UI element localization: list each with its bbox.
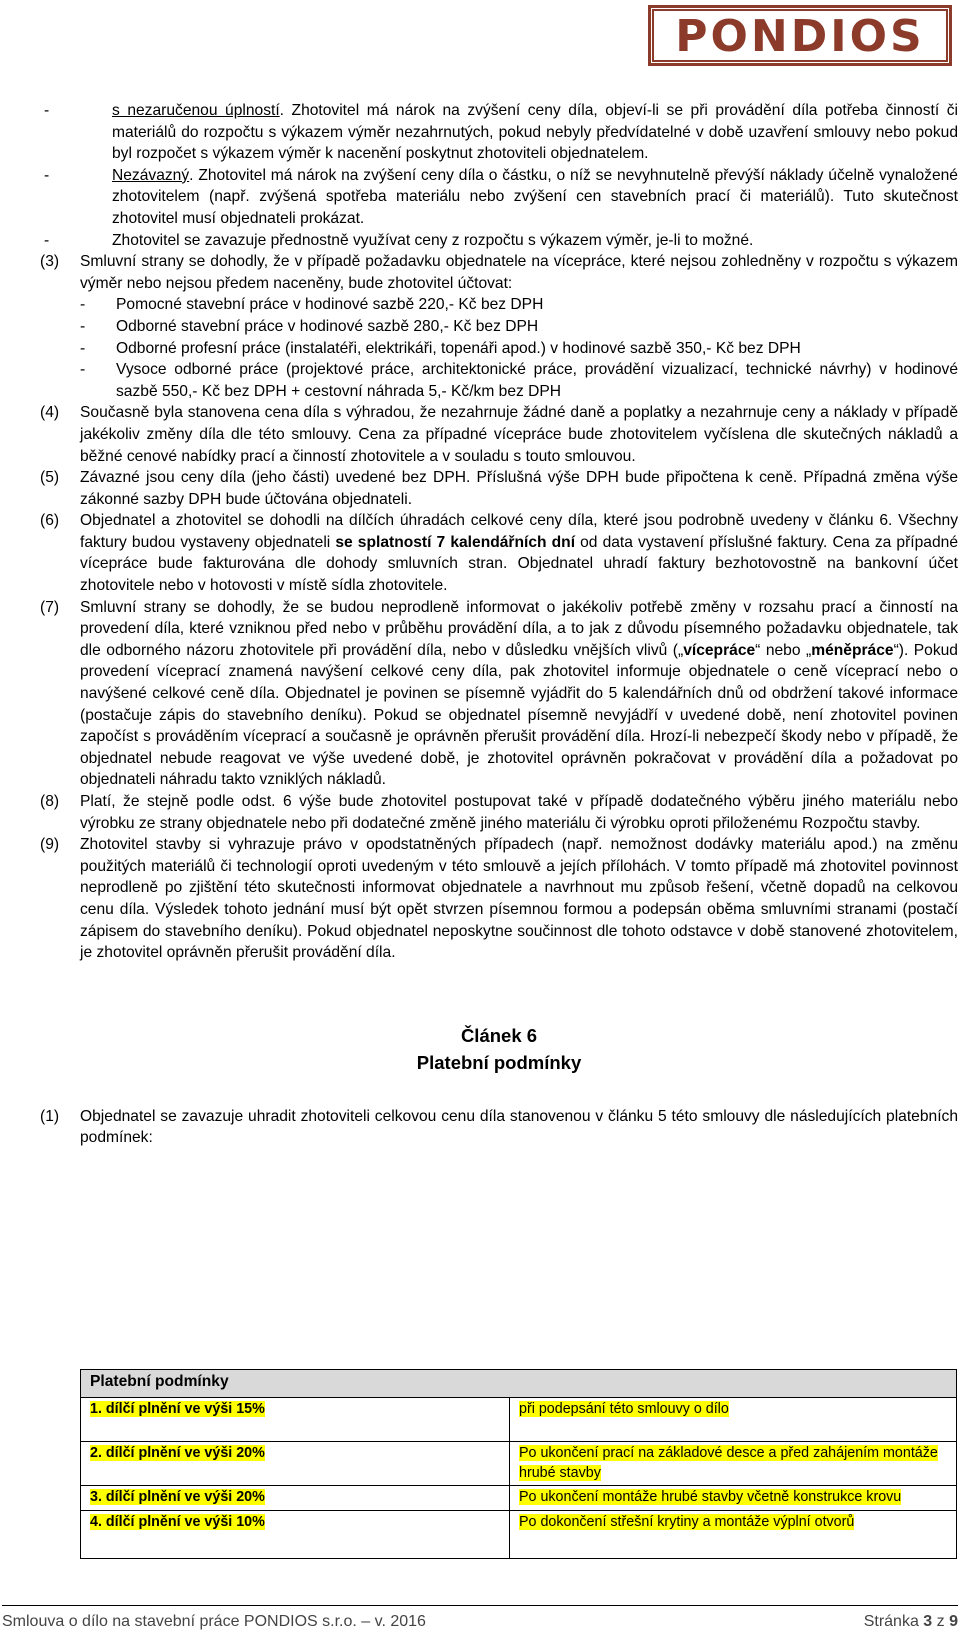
paragraph-3: (3) Smluvní strany se dohodly, že v případě požadavku objednatele na vícepráce, které nejsou zohledněny v rozpočtu s výkazem výměr nebo nejsou předem naceněny, bude zhotovitel účtovat: - Pomocné stavební práce v hodinové sazbě 220,- Kč bez DPH - Odborné stavební práce v hodinové sazbě 280,- Kč bez DPH - Odborné profesní práce (instalatéři, elektrikáři, topenáři apod.) v hodinové sazbě 350,- Kč bez DPH - Vysoce odborné práce (projektové práce, architektonické práce, provádění vizualizací, technické návrhy) v hodinové sazbě 550,- Kč bez DPH + cestovní náhrada 5,- Kč/km bez DPH	[40, 251, 958, 402]
document-body	[40, 100, 958, 1149]
paragraph-8: (8) Platí, že stejně podle odst. 6 výše bude zhotovitel postupovat také v případě dodatečného výběru jiného materiálu nebo výrobku ze strany objednatele nebo při dodatečné změně jiného materiálu či výrobku oproti přiloženému Rozpočtu stavby.	[40, 793, 958, 832]
underlined-term: Nezávazný	[112, 166, 190, 184]
table-header-row	[81, 1370, 957, 1398]
table-row: 3. dílčí plnění ve výši 20% Po ukončení montáže hrubé stavby včetně konstrukce krovu	[81, 1486, 957, 1511]
list-item: - Odborné profesní práce (instalatéři, elektrikáři, topenáři apod.) v hodinové sazbě 350,- Kč bez DPH	[80, 339, 801, 357]
list-item: - Zhotovitel se zavazuje přednostně využívat ceny z rozpočtu s výkazem výměr, je-li to možné.	[44, 231, 754, 249]
paragraph-9: (9) Zhotovitel stavby si vyhrazuje právo v opodstatněných případech (např. nemožnost dodávky materiálu apod.) na změnu použitých materiálů či technologií oproti uvedeným v této smlouvě a jejích přílohách. V tomto případě má zhotovitel povinnost neprodleně po zjištění této skutečnosti informovat objednatele a navrhnout mu způsob řešení, včetně dopadů na celkovou cenu díla. Výsledek tohoto jednání musí být opět stvrzen písemnou formou a podepsán oběma smluvními stranami (postačí zápisem do stavebního deníku). Pokud objednatel neposkytne součinnost dle tohoto odstavce v době stanovené zhotovitelem, je zhotovitel oprávněn přerušit provádění díla.	[40, 836, 958, 962]
table-row: 2. dílčí plnění ve výši 20% Po ukončení prací na základové desce a před zahájením montáže hrubé stavby	[81, 1442, 957, 1486]
footer-divider	[2, 1605, 958, 1606]
list-item: - Nezávazný. Zhotovitel má nárok na zvýšení ceny díla o částku, o níž se nevyhnutelně převýší náklady účelně vynaložené zhotovitelem (např. zvýšená spotřeba materiálu nebo zvýšení cen stavebních prací či materiálů). Tuto skutečnost zhotovitel musí objednateli prokázat.	[44, 166, 958, 227]
paragraph-7: (7) Smluvní strany se dohodly, že se budou neprodleně informovat o jakékoliv potřebě změny v rozsahu prací a činností na provedení díla, které vzniknou před nebo v průběhu provádění díla, a to jak z důvodu písemného požadavku objednatele, tak dle odborného názoru zhotovitele při provádění díla, nebo v důsledku vnějších vlivů („vícepráce“ nebo „méněpráce“). Pokud provedení víceprací znamená navýšení celkové ceny díla, pak zhotovitel informuje objednatele o ceně víceprací nebo o navýšené celkové ceně díla. Objednatel je povinen se písemně vyjádřit do 5 kalendářních dnů od obdržení takové informace (postačuje zápis do stavebního deníku). Pokud se objednatel písemně nevyjádří v uvedené době, není zhotovitel povinen započíst s prováděním víceprací a současně je oprávněn přerušit provádění díla. Hrozí-li nebezpečí škody nebo v případě, že objednatel nebude reagovat ve výše uvedené době, je zhotovitel oprávněn pokračovat v provádění díla a požadovat po objednateli náhradu takto vzniklých nákladů.	[40, 598, 958, 789]
page-footer	[0, 1605, 960, 1633]
table-row: 4. dílčí plnění ve výši 10% Po dokončení střešní krytiny a montáže výplní otvorů	[81, 1510, 957, 1558]
list-item: - Pomocné stavební práce v hodinové sazbě 220,- Kč bez DPH	[80, 296, 544, 314]
paragraph-6: (6) Objednatel a zhotovitel se dohodli na dílčích úhradách celkové ceny díla, které jsou podrobně uvedeny v článku 6. Všechny faktury budou vystaveny objednateli se splatností 7 kalendářních dní od data vystavení příslušné faktury. Cena za případné vícepráce bude fakturována dle dohody smluvních stran. Objednatel uhradí faktury bezhotovostně na bankovní účet zhotovitele nebo v hotovosti v místě sídla zhotovitele.	[40, 512, 958, 595]
underlined-term: s nezaručenou úplností	[112, 102, 280, 119]
table-row: 1. dílčí plnění ve výši 15% při podepsání této smlouvy o dílo	[81, 1398, 957, 1442]
list-item: - Odborné stavební práce v hodinové sazbě 280,- Kč bez DPH	[80, 317, 539, 335]
article-title: Článek 6	[460, 1024, 538, 1046]
paragraph-4: (4) Současně byla stanovena cena díla s výhradou, že nezahrnuje žádné daně a poplatky a nezahrnuje ceny a náklady v případě jakékoliv změny díla dle této smlouvy. Cena za případné vícepráce bude zhotovitelem vyčíslena dle skutečných nákladů a běžné cenové nabídky prací a činností zhotovitele a v souladu s touto smlouvou.	[40, 404, 958, 465]
article6-paragraph-1: (1) Objednatel se zavazuje uhradit zhotoviteli celkovou cenu díla stanovenou v článku 5 této smlouvy dle následujících platebních podmínek:	[40, 1107, 958, 1147]
logo-text: PONDIOS	[675, 11, 925, 62]
list-item: - Vysoce odborné práce (projektové práce, architektonické práce, provádění vizualizací, technické návrhy) v hodinové sazbě 550,- Kč bez DPH + cestovní náhrada 5,- Kč/km bez DPH	[80, 361, 958, 400]
table-header: Platební podmínky	[81, 1370, 957, 1398]
footer-document-title: Smlouva o dílo na stavební práce PONDIOS s.r.o. – v. 2016	[2, 1613, 426, 1630]
company-logo	[648, 5, 952, 66]
list-item: - s nezaručenou úplností. Zhotovitel má nárok na zvýšení ceny díla, objeví-li se při provádění díla potřeba činností či materiálů do rozpočtu s výkazem výměr nezahrnutých, pokud nebyly předvídatelné v době uzavření smlouvy nebo pokud byl rozpočet s výkazem výměr k nacenění poskytnut zhotoviteli objednatelem.	[44, 102, 958, 163]
footer-page-number: Stránka 3 z 9	[863, 1613, 958, 1630]
paragraph-5: (5) Závazné jsou ceny díla (jeho části) uvedené bez DPH. Příslušná výše DPH bude připočtena k ceně. Případná změna výše zákonné sazby DPH bude účtována objednateli.	[40, 469, 958, 508]
payment-term-bold: se splatností 7 kalendářních dní	[335, 533, 576, 551]
payment-table	[80, 1369, 957, 1559]
article-subtitle: Platební podmínky	[416, 1051, 582, 1073]
